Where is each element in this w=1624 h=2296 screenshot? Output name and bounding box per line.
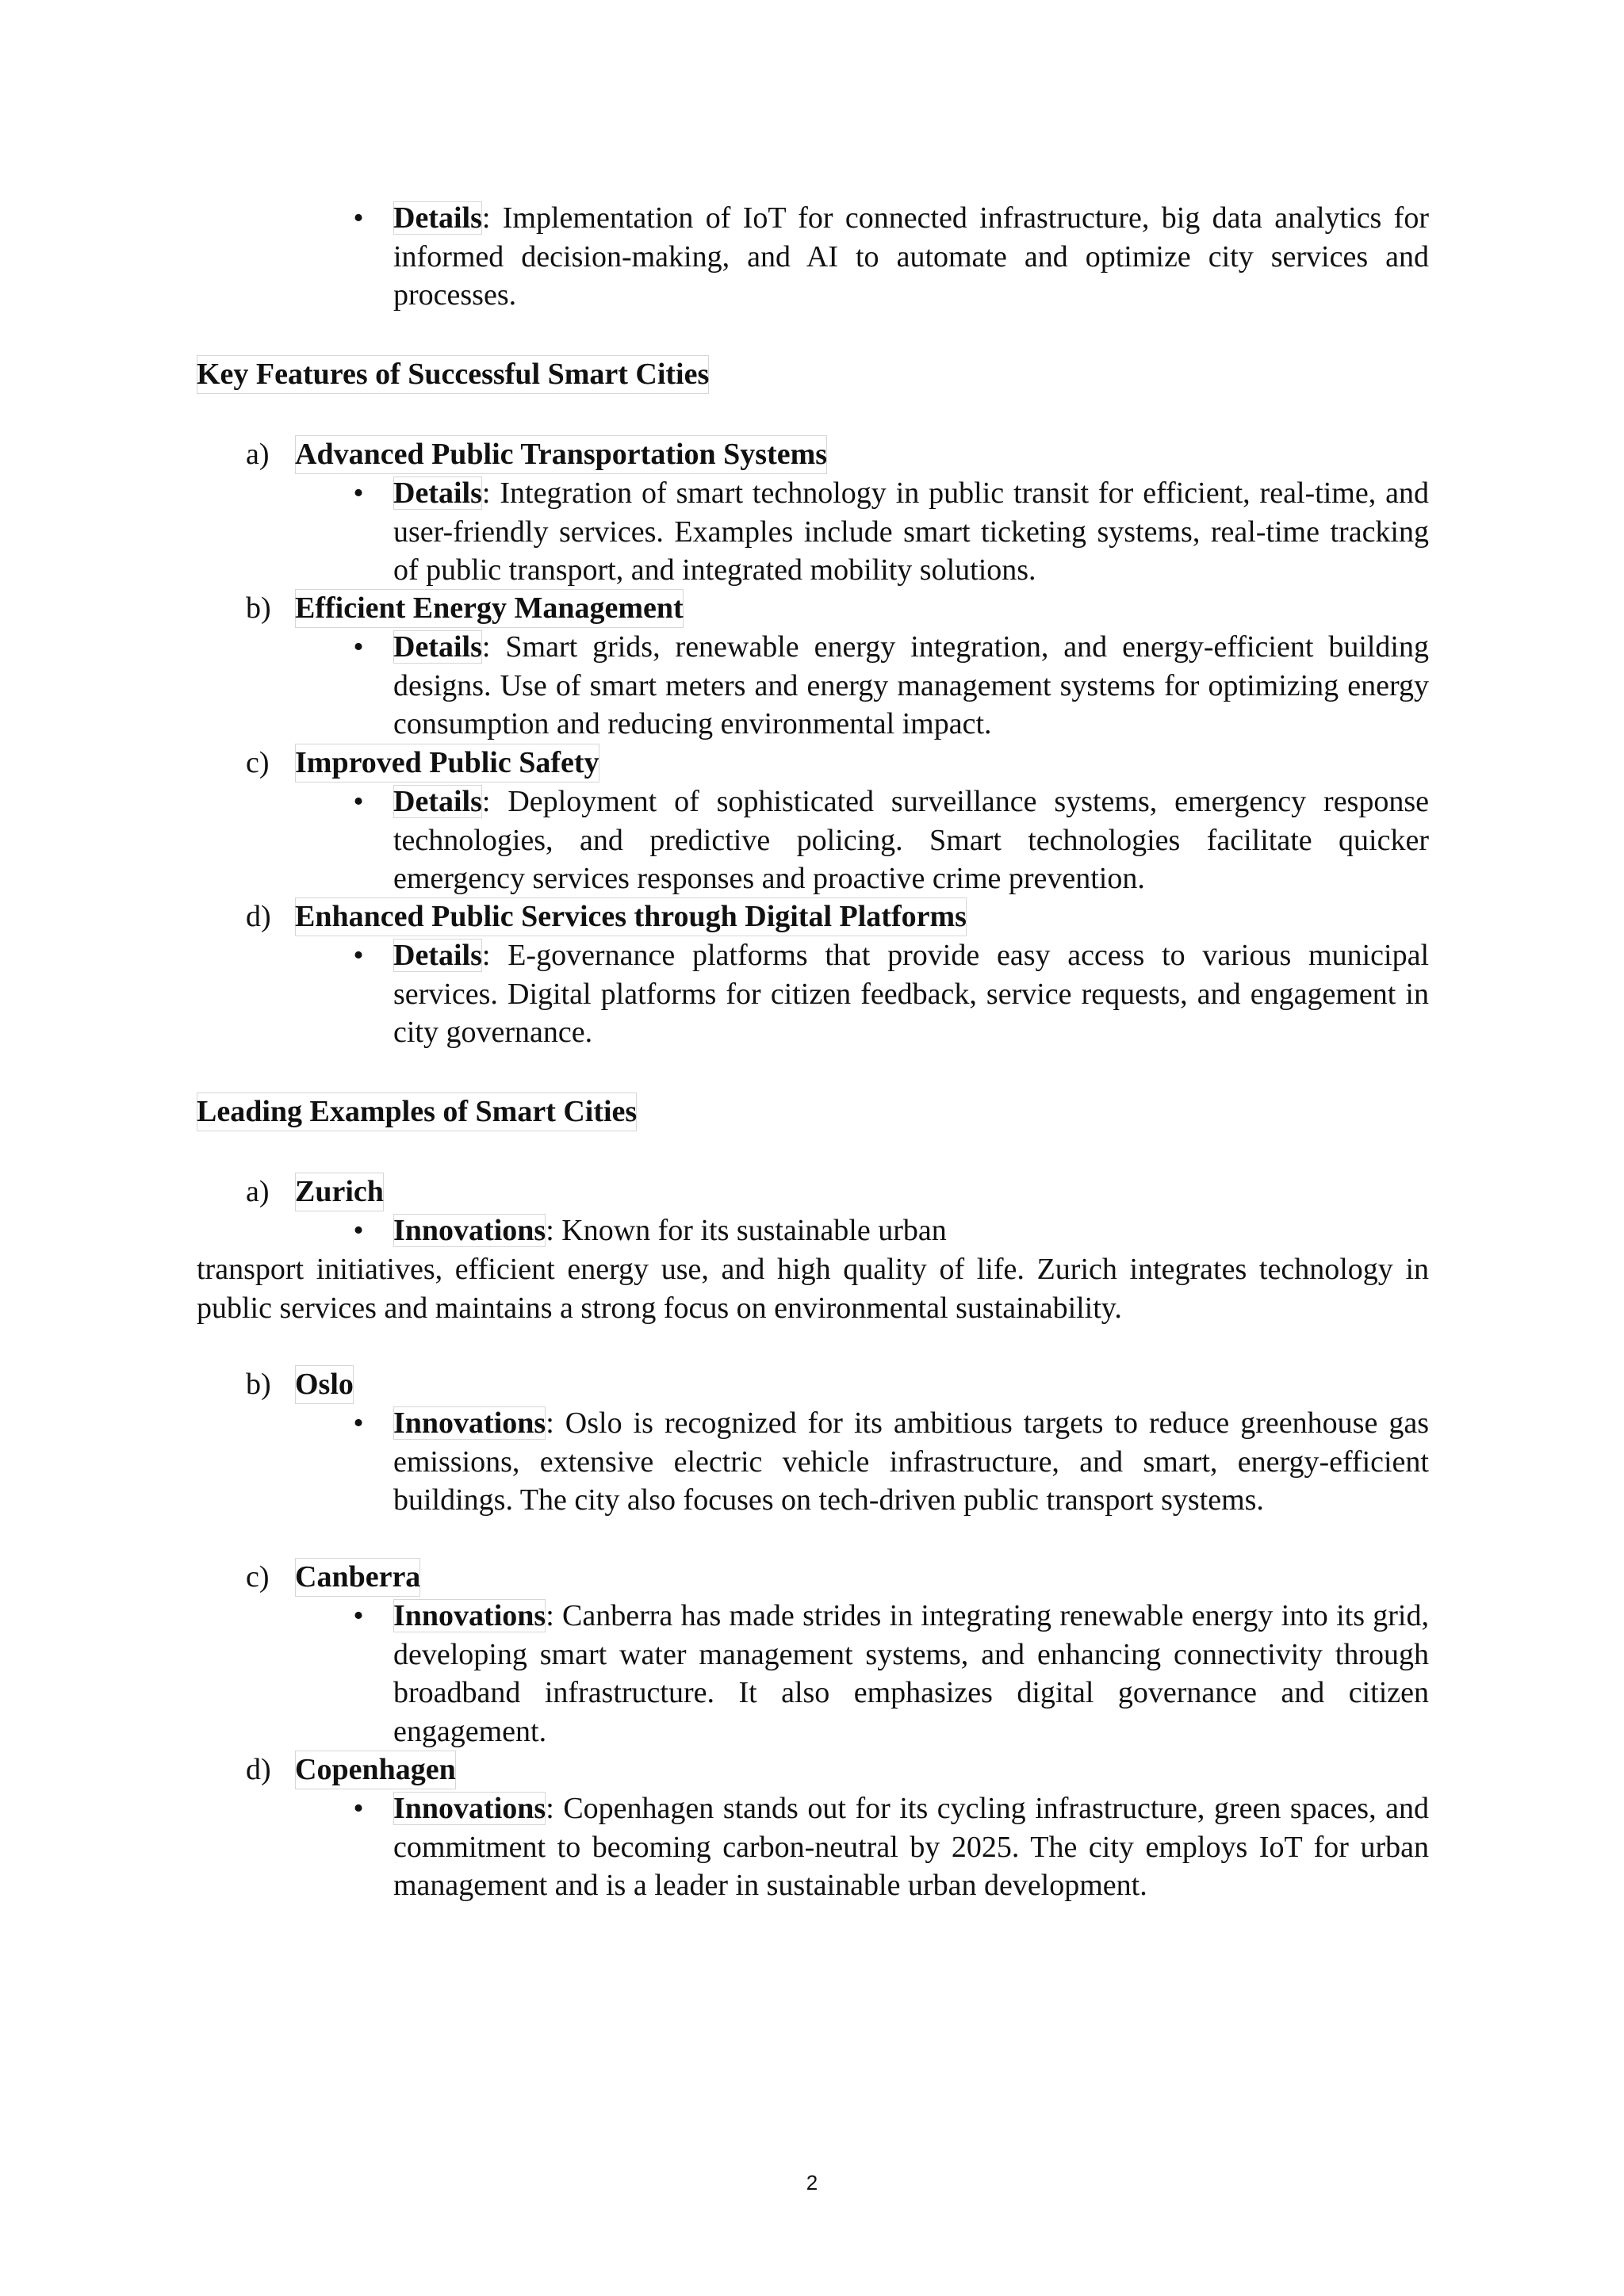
feature-details	[393, 474, 1429, 590]
city-innovations-continued: transport initiatives, efficient energy use, and high quality of life. Zurich integrates technology in public services and maintains a strong focus on environmental sustainability.	[197, 1253, 1429, 1325]
bullet-icon: •	[353, 630, 364, 664]
intro-bullet-text	[393, 199, 1429, 315]
feature-details	[393, 628, 1429, 744]
list-marker: c)	[246, 746, 270, 779]
bullet-body: : E-governance platforms that provide easy access to various municipal services. Digital platforms for citizen feedback, service requests, and engagement in city governance.	[393, 939, 1429, 1049]
bullet-body: : Smart grids, renewable energy integration, and energy-efficient building designs. Use of smart meters and energy management systems for optimizing energy consumption and reducing environmental impact.	[393, 630, 1429, 740]
list-marker: c)	[246, 1560, 270, 1594]
city-title: Canberra	[295, 1558, 420, 1597]
city-title: Oslo	[295, 1365, 354, 1404]
bullet-body: : Canberra has made strides in integrating renewable energy into its grid, developing smart water management systems, and enhancing connectivity through broadband infrastructure. It also emphasizes digital governance and citizen engagement.	[393, 1599, 1429, 1748]
bullet-body: : Integration of smart technology in public transit for efficient, real-time, and user-friendly services. Examples include smart ticketing systems, real-time tracking of public transport, and integrated mobility solutions.	[393, 476, 1429, 587]
bullet-icon: •	[353, 1599, 364, 1632]
page-number: 2	[806, 2171, 818, 2195]
feature-title: Advanced Public Transportation Systems	[295, 435, 827, 474]
bullet-icon: •	[353, 939, 364, 972]
bullet-label: Innovations	[393, 1792, 546, 1825]
list-marker: b)	[246, 1368, 271, 1401]
city-title: Copenhagen	[295, 1751, 456, 1789]
list-marker: a)	[246, 1175, 270, 1208]
bullet-label: Details	[393, 201, 482, 235]
feature-title: Enhanced Public Services through Digital Platforms	[295, 897, 967, 936]
bullet-icon: •	[353, 1792, 364, 1825]
bullet-body: : Deployment of sophisticated surveillance systems, emergency response technologies, and predictive policing. Smart technologies facilitate quicker emergency services responses and proactive crime prevention.	[393, 785, 1429, 895]
section-heading-leading-examples: Leading Examples of Smart Cities	[197, 1093, 637, 1131]
bullet-icon: •	[353, 201, 364, 235]
section-heading-key-features: Key Features of Successful Smart Cities	[197, 355, 709, 394]
bullet-body: : Known for its sustainable urban	[546, 1214, 947, 1247]
city-title: Zurich	[295, 1173, 384, 1211]
city-innovations	[393, 1789, 1429, 1905]
list-marker: a)	[246, 438, 270, 471]
feature-title: Improved Public Safety	[295, 744, 599, 783]
bullet-label: Innovations	[393, 1214, 546, 1247]
list-marker: d)	[246, 900, 271, 933]
feature-details	[393, 936, 1429, 1052]
feature-title: Efficient Energy Management	[295, 589, 684, 628]
city-innovations	[393, 1211, 1429, 1250]
list-marker: d)	[246, 1753, 271, 1786]
feature-details	[393, 783, 1429, 898]
bullet-body: : Oslo is recognized for its ambitious targets to reduce greenhouse gas emissions, extensive electric vehicle infrastructure, and smart, energy-efficient buildings. The city also focuses on tech-driven public transport systems.	[393, 1406, 1429, 1517]
bullet-label: Details	[393, 785, 482, 818]
city-innovations	[393, 1404, 1429, 1520]
bullet-label: Innovations	[393, 1599, 546, 1632]
bullet-label: Innovations	[393, 1406, 546, 1440]
bullet-icon: •	[353, 1214, 364, 1247]
list-marker: b)	[246, 591, 271, 625]
bullet-label: Details	[393, 630, 482, 664]
bullet-icon: •	[353, 785, 364, 818]
bullet-body: : Copenhagen stands out for its cycling infrastructure, green spaces, and commitment to becoming carbon-neutral by 2025. The city employs IoT for urban management and is a leader in sustainable urban development.	[393, 1792, 1429, 1902]
bullet-body: : Implementation of IoT for connected infrastructure, big data analytics for informed decision-making, and AI to automate and optimize city services and processes.	[393, 201, 1429, 312]
city-innovations	[393, 1597, 1429, 1751]
bullet-label: Details	[393, 476, 482, 510]
bullet-label: Details	[393, 939, 482, 972]
bullet-icon: •	[353, 476, 364, 510]
bullet-icon: •	[353, 1406, 364, 1440]
